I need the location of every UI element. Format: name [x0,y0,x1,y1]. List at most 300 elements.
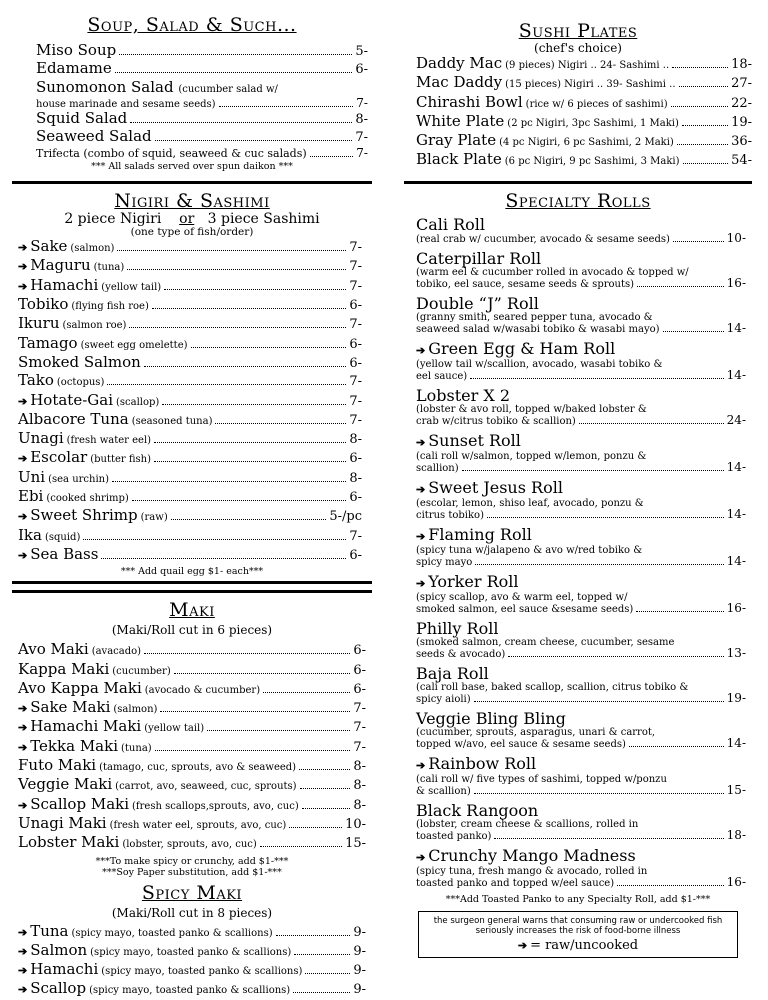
item-name-row [416,620,746,637]
item-price: 6- [349,451,362,467]
menu-item [416,250,746,290]
item-name: Unagi [18,429,64,448]
spicy-section [12,882,372,1000]
specialty-title: Specialty Rolls [505,189,651,212]
leader-dots [112,481,346,482]
item-price: 6- [349,355,362,371]
item-name: Scallop Maki [30,794,130,813]
item-name-row [416,710,746,727]
item-description: eel sauce) [416,370,468,382]
leader-dots [83,539,346,540]
leader-dots [475,564,723,565]
leader-dots [263,692,350,693]
item-description: (avacado) [91,646,142,658]
raw-fish-icon: ➔ [18,452,28,466]
item-name: Tamago [18,333,78,352]
item-description-last [416,230,746,245]
item-name-row [416,847,746,866]
menu-item [416,847,746,889]
item-price: 6- [349,298,362,314]
leader-dots [683,163,729,164]
menu-item [416,55,752,74]
item-description: (smoked salmon, cream cheese, cucumber, sesame [416,636,675,648]
menu-item [18,392,362,411]
item-price: 18- [726,827,746,842]
menu-item [18,776,366,795]
item-description-last [416,874,746,889]
leader-dots [155,750,351,751]
panko-note: ***Add Toasted Panko to any Specialty Roll, add $1-*** [445,893,711,905]
raw-fish-icon: ➔ [18,925,28,939]
spicy-title: Spicy Maki [141,881,243,904]
item-name: Seaweed Salad [36,126,152,145]
item-price: 15- [726,782,746,797]
item-name: Avo Kappa Maki [18,678,142,697]
item-description: (salmon) [113,704,158,716]
menu-item [416,526,746,568]
item-description: (lobster, sprouts, avo, cuc) [122,839,257,851]
menu-item [18,296,362,315]
item-name-row [416,526,746,545]
leader-dots [127,269,346,270]
menu-item [18,546,362,564]
item-name-row [416,479,746,498]
item-name: Lobster X 2 [416,385,510,405]
item-name: Black Plate [416,150,502,169]
specialty-section [404,181,752,905]
raw-fish-icon: ➔ [416,529,426,543]
item-description: (fresh water eel, sprouts, avo, cuc) [109,819,287,831]
leader-dots [107,384,346,385]
leader-dots [494,838,723,839]
raw-fish-icon: ➔ [416,343,426,357]
item-description: (2 pc Nigiri, 3pc Sashimi, 1 Maki) [507,117,679,129]
raw-fish-icon: ➔ [416,850,426,864]
item-price: 9- [353,924,366,940]
item-price: 7- [349,374,362,390]
item-description: (cooked shrimp) [46,493,129,505]
item-name: Philly Roll [416,618,499,638]
menu-item [18,238,362,257]
leader-dots [276,935,351,936]
leader-dots [508,656,723,657]
item-name: Crunchy Mango Madness [428,845,636,865]
item-price: 5- [355,44,368,59]
item-description: (carrot, avo, seaweed, cuc, sprouts) [115,781,297,793]
item-price: 14- [726,459,746,474]
item-description: (octopus) [56,377,105,389]
menu-item [416,216,746,245]
menu-item [416,802,746,842]
menu-item: Trifecta (combo of squid, seaweed & cuc salads) 7- [36,146,368,161]
item-description: spicy aioli) [416,693,471,705]
item-price: 10- [726,230,746,245]
item-description: (raw) [140,512,168,524]
menu-item [18,718,366,737]
item-price: 36- [731,134,752,150]
menu-item [18,354,362,372]
item-name: Tako [18,371,54,390]
menu-item [18,961,366,980]
item-name: Uni [18,467,46,486]
item-price: 14- [726,367,746,382]
item-price: 8- [349,432,362,448]
item-price: 7- [349,393,362,409]
raw-fish-icon: ➔ [18,702,28,716]
item-name-row [416,665,746,682]
item-name: Kappa Maki [18,659,110,678]
quail-egg-note: *** Add quail egg $1- each*** [120,566,264,578]
menu-item [416,432,746,474]
menu-item [18,372,362,391]
item-name: Hotate-Gai [30,390,113,409]
leader-dots [671,106,728,107]
warning-text: the surgeon general warns that consuming raw or undercooked fish seriously increases the risk of food-borne illness [433,915,723,936]
item-name: Salmon [30,940,88,959]
menu-item [18,661,366,680]
item-description-last [416,553,746,568]
spicy-subtitle: (Maki/Roll cut in 8 pieces) [111,905,273,920]
raw-fish-icon: ➔ [517,938,528,952]
item-description: (cucumber) [112,665,171,677]
item-price: 8- [353,797,366,813]
item-description: (sweet egg omelette) [80,339,188,351]
item-description: (yellow tail w/scallion, avocado, wasabi tobiko & [416,358,663,370]
leader-dots [129,327,346,328]
raw-fish-icon: ➔ [18,983,28,997]
plates-title: Sushi Plates [518,20,638,42]
item-description: (squid) [44,531,81,543]
leader-dots [207,730,350,731]
item-price: 16- [726,275,746,290]
item-description: citrus tobiko) [416,509,484,521]
raw-fish-icon: ➔ [18,394,28,408]
menu-item [36,128,368,146]
leader-dots [487,517,724,518]
raw-fish-icon: ➔ [18,944,28,958]
item-description: (real crab w/ cucumber, avocado & sesame seeds) [416,233,670,245]
item-price: 15- [345,836,366,852]
leader-dots [164,289,346,290]
item-price: 6- [349,547,362,563]
item-description: (tuna) [121,742,152,754]
item-description-last [416,645,746,660]
item-description: (spicy mayo, toasted panko & scallions) [101,966,303,978]
item-price: 6- [349,490,362,506]
item-description: scallion) [416,462,459,474]
raw-fish-icon: ➔ [18,279,28,293]
plates-subtitle: (chef's choice) [534,41,622,55]
maki-section [12,590,372,877]
maki-subtitle: (Maki/Roll cut in 6 pieces) [111,623,273,638]
leader-dots [174,673,351,674]
menu-item [18,411,362,430]
item-price: 9- [353,982,366,998]
item-description: smoked salmon, eel sauce &sesame seeds) [416,603,634,615]
item-description: (6 pc Nigiri, 9 pc Sashimi, 3 Maki) [504,156,680,168]
item-price: 16- [726,600,746,615]
leader-dots [462,470,724,471]
menu-item [416,340,746,382]
item-name: Squid Salad [36,108,128,127]
item-name: Double “J” Roll [416,293,539,313]
item-description: seaweed salad w/wasabi tobiko & wasabi mayo) [416,323,660,335]
item-description: tobiko, eel sauce, sesame seeds & sprouts) [416,278,635,290]
item-name: Mac Daddy [416,73,503,92]
leader-dots [673,241,724,242]
item-price: 7- [349,278,362,294]
leader-dots [636,611,723,612]
item-name: Cali Roll [416,214,486,234]
raw-fish-icon: ➔ [18,241,28,255]
item-price: 7- [349,528,362,544]
menu-item [416,94,752,113]
item-description: (15 pieces) Nigiri .. 39- Sashimi .. [505,79,676,91]
menu-item [18,469,362,488]
item-name: Ikuru [18,314,60,333]
item-description: (avocado & cucumber) [144,684,261,696]
leader-dots [130,122,352,123]
menu-item [18,680,366,699]
menu-item [18,942,366,961]
leader-dots [682,125,728,126]
item-price: 5-/pc [329,509,362,525]
item-description: (spicy mayo, toasted panko & scallions) [89,985,291,997]
menu-item [416,710,746,750]
item-name: Sunset Roll [428,430,521,450]
soup-section [12,0,372,172]
item-price: 8- [353,759,366,775]
item-name: Daddy Mac [416,54,503,72]
item-name: White Plate [416,111,505,130]
menu-item [18,488,362,507]
item-name-row [416,216,746,233]
item-description: (9 pieces) Nigiri .. 24- Sashimi .. [505,60,670,71]
item-description: (rice w/ 6 pieces of sashimi) [525,98,668,110]
item-name: Maguru [30,256,91,275]
leader-dots [617,885,724,886]
menu-item [416,387,746,427]
menu-item [18,507,362,526]
leader-dots [663,331,724,332]
item-price: 14- [726,320,746,335]
leader-dots [171,519,327,520]
leader-dots [294,954,350,955]
item-name-row [416,755,746,774]
item-name: Unagi Maki [18,813,107,832]
item-price: 8- [349,470,362,486]
item-price: 8- [353,778,366,794]
raw-fish-icon: ➔ [416,435,426,449]
item-description-last [416,600,746,615]
item-name-row [416,387,746,404]
item-name: Tuna [30,921,69,940]
menu-item [18,315,362,334]
item-name-row [416,295,746,312]
item-description: (4 pc Nigiri, 6 pc Sashimi, 2 Maki) [499,137,674,149]
item-price: 18- [731,57,752,72]
menu-item [416,295,746,335]
item-name: Caterpillar Roll [416,248,542,268]
item-name-row [416,340,746,359]
item-description: (warm eel & cucumber rolled in avocado & topped w/ [416,266,689,278]
leader-dots [215,423,346,424]
leader-dots [260,846,342,847]
item-name: Ika [18,525,42,544]
item-name: Sake [30,237,68,256]
item-price: 7- [349,259,362,275]
item-price: 19- [726,690,746,705]
nigiri-subnote: (one type of fish/order) [130,226,254,239]
item-description: (seasoned tuna) [131,415,213,427]
raw-fish-icon: ➔ [18,964,28,978]
leader-dots [637,286,724,287]
item-price: 14- [726,735,746,750]
menu-item [18,738,366,757]
leader-dots [293,992,350,993]
item-description-last [416,827,746,842]
item-description: (yellow tail) [144,723,205,735]
raw-fish-icon: ➔ [416,758,426,772]
leader-dots [629,746,724,747]
leader-dots [305,973,350,974]
item-name: Smoked Salmon [18,352,141,371]
item-description: (fresh scallops,sprouts, avo, cuc) [132,800,299,812]
nigiri-subtitle: 2 piece Nigiri or 3 piece Sashimi [64,211,320,228]
raw-key: ➔ = raw/uncooked [517,937,639,953]
item-name: Black Rangoon [416,800,539,820]
leader-dots [154,461,346,462]
menu-item [416,74,752,93]
item-name-row [416,802,746,819]
item-price: 6- [353,681,366,697]
item-description: (tuna) [93,262,125,274]
leader-dots [474,701,724,702]
item-description: crab w/citrus tobiko & scallion) [416,415,576,427]
menu-item [18,641,366,660]
item-price: 24- [726,412,746,427]
menu-item [18,980,366,999]
leader-dots [299,769,350,770]
nigiri-section [12,181,372,584]
item-name: Sake Maki [30,698,111,717]
leader-dots [144,653,350,654]
item-description: (granny smith, seared pepper tuna, avocado & [416,311,653,323]
item-name: Baja Roll [416,663,489,683]
item-description: (cucumber, sprouts, asparagus, unari & carrot, [416,726,656,738]
item-price: 27- [731,76,752,92]
leader-dots [470,378,724,379]
item-price: 7- [355,129,368,145]
item-description-last [416,506,746,521]
item-name: Veggie Maki [18,775,113,794]
raw-fish-icon: ➔ [18,548,28,562]
item-name: Yorker Roll [428,571,519,591]
leader-dots [300,788,351,789]
item-price: 7- [349,240,362,256]
menu-item [18,815,366,834]
item-price: 8- [355,111,368,127]
item-name: Tobiko [18,295,69,314]
item-price: 7- [353,701,366,717]
item-description: (yellow tail) [101,281,162,293]
leader-dots [289,827,342,828]
raw-warning-box [418,911,738,958]
item-description-last [416,320,746,335]
menu-item [18,257,362,276]
raw-fish-icon: ➔ [18,798,28,812]
menu-item [416,665,746,705]
item-description: (spicy mayo, toasted panko & scallions) [71,927,273,939]
raw-fish-icon: ➔ [18,260,28,274]
item-description-last [416,782,746,797]
item-name-row [416,573,746,592]
menu-item [416,479,746,521]
item-name: Albacore Tuna [18,409,129,428]
menu-item [416,755,746,797]
leader-dots [119,54,352,55]
menu-item [18,449,362,468]
item-name: Avo Maki [18,640,89,659]
menu-item [18,834,366,853]
leader-dots [191,347,347,348]
raw-fish-icon: ➔ [416,482,426,496]
item-name: Sweet Shrimp [30,506,138,525]
item-description: (cali roll w/ five types of sashimi, topped w/ponzu [416,773,667,785]
item-name: Escolar [30,448,88,467]
item-price: 7- [353,739,366,755]
menu-item: Sunomonon Salad (cucumber salad w/ house marinade and sesame seeds) 7- [36,77,368,110]
menu-item [416,113,752,132]
leader-dots [155,140,353,141]
raw-fish-icon: ➔ [18,721,28,735]
item-price: 16- [726,874,746,889]
item-price: 13- [726,645,746,660]
menu-item [18,430,362,449]
item-description: (spicy mayo, toasted panko & scallions) [90,946,292,958]
item-description: topped w/avo, eel sauce & sesame seeds) [416,738,626,750]
item-name-row [416,250,746,267]
item-description: (escolar, lemon, shiso leaf, avocado, ponzu & [416,497,644,509]
menu-item [416,573,746,615]
raw-fish-icon: ➔ [416,576,426,590]
raw-fish-icon: ➔ [18,740,28,754]
item-description: (butter fish) [90,454,152,466]
item-description: (spicy tuna w/jalapeno & avo w/red tobiko & [416,544,643,556]
menu-item [416,620,746,660]
plates-section [404,0,752,171]
item-price: 54- [731,153,752,169]
maki-note-spicy: ***To make spicy or crunchy, add $1-*** [95,855,289,867]
item-description: (tamago, cuc, sprouts, avo & seaweed) [99,762,297,774]
leader-dots [679,86,729,87]
raw-fish-icon: ➔ [18,510,28,524]
menu-item [36,60,368,78]
item-description: spicy mayo [416,556,473,568]
salad-note: *** All salads served over spun daikon *** [91,161,293,173]
item-description-last [416,367,746,382]
item-name: Hamachi Maki [30,717,142,736]
item-price: 9- [353,943,366,959]
leader-dots [160,711,350,712]
soup-title: Soup, Salad & Such... [87,14,297,36]
item-description: (scallop) [116,396,160,408]
item-description-last [416,412,746,427]
leader-dots [144,366,347,367]
menu-item [18,757,366,776]
leader-dots [672,67,728,68]
menu-item [36,42,368,60]
